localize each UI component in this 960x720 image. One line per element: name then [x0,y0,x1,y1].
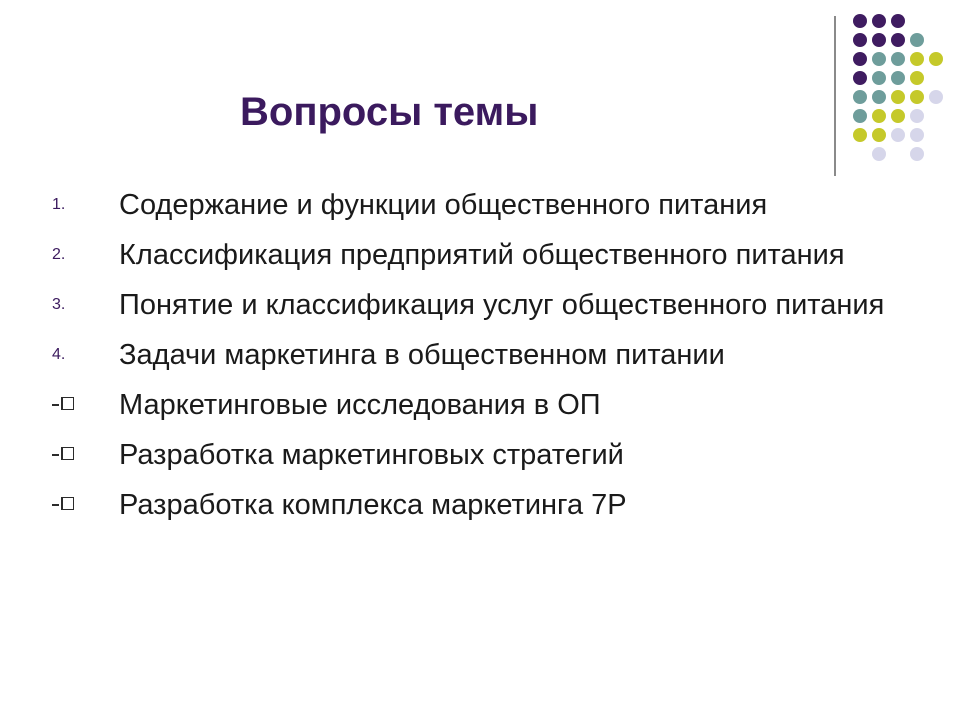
slide-title: Вопросы темы [240,90,539,134]
decor-dot [853,90,867,104]
decor-dot [891,90,905,104]
list-item [52,286,902,324]
list-item-text: Разработка маркетинговых стратегий [119,439,624,471]
list-item-text: Разработка комплекса маркетинга 7Р [119,489,627,521]
list-item [52,486,902,524]
list-item [52,386,902,424]
list-item-text: Маркетинговые исследования в ОП [119,389,601,421]
list-item-text: Задачи маркетинга в общественном питании [119,339,725,371]
decor-dot [929,52,943,66]
decor-dot [853,52,867,66]
decor-dot [853,33,867,47]
decor-dot [872,71,886,85]
list-item-text: Содержание и функции общественного питания [119,189,768,221]
decor-dot [853,109,867,123]
list-item-number: 1. [52,196,66,213]
decor-dot [853,14,867,28]
list-item [52,436,902,474]
mailbox-bullet-icon [52,397,74,411]
decor-dot [872,147,886,161]
list-item-text: Классификация предприятий общественного питания [119,239,845,271]
list-item-number: 3. [52,296,66,313]
topic-list [52,186,902,536]
decor-dot [910,128,924,142]
decor-dot [872,128,886,142]
list-item-number: 4. [52,346,66,363]
list-item-text: Понятие и классификация услуг общественного питания [119,289,885,321]
decor-dot [891,14,905,28]
decor-dot [929,90,943,104]
decor-dot [891,33,905,47]
decor-dot [872,14,886,28]
list-item-number: 2. [52,246,66,263]
decor-dot [872,109,886,123]
decor-dot [910,71,924,85]
decor-dot [891,109,905,123]
decor-dot [910,90,924,104]
mailbox-bullet-icon [52,497,74,511]
decor-dot [853,71,867,85]
vertical-divider [834,16,836,176]
decor-dot [910,33,924,47]
decor-dot [853,128,867,142]
decor-dot [872,33,886,47]
decor-dot [910,147,924,161]
list-item [52,336,902,374]
list-item [52,236,902,274]
mailbox-bullet-icon [52,447,74,461]
decor-dot [891,128,905,142]
decor-dot [910,52,924,66]
decor-dot [891,52,905,66]
decor-dot [910,109,924,123]
decor-dot [891,71,905,85]
list-item [52,186,902,224]
decor-dot [872,90,886,104]
decor-dot [872,52,886,66]
